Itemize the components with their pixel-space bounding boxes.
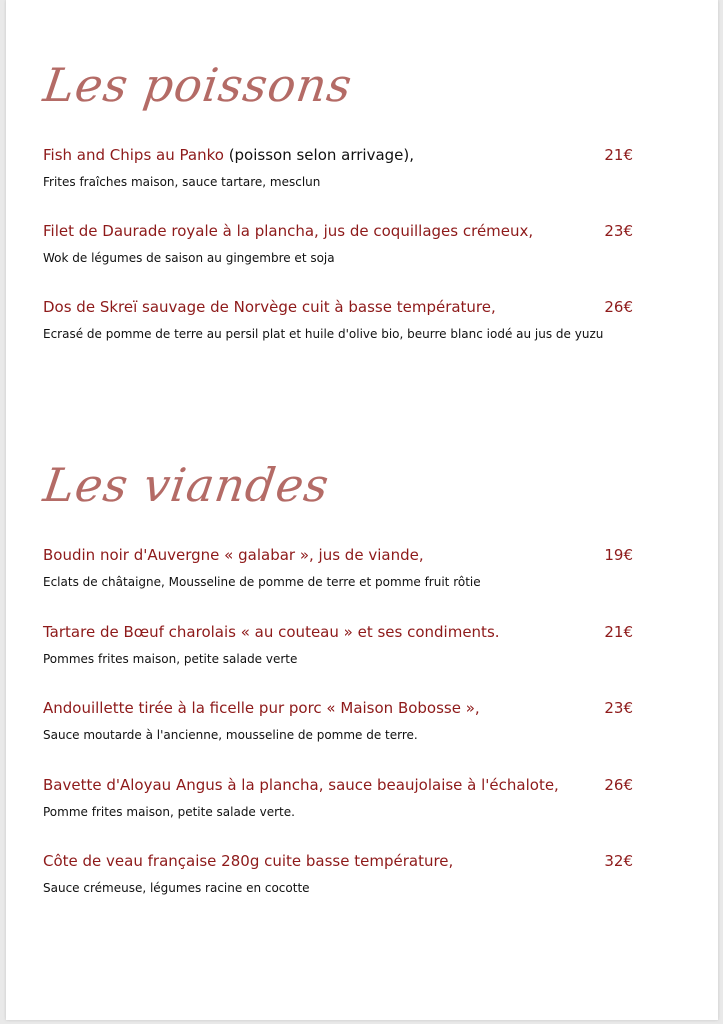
menu-page xyxy=(6,0,718,1020)
dish-description: Ecrasé de pomme de terre au persil plat et huile d'olive bio, beurre blanc iodé au jus de yuzu xyxy=(43,327,604,341)
dish-name: Fish and Chips au Panko (poisson selon arrivage), xyxy=(43,146,415,164)
dish-name: Côte de veau française 280g cuite basse température, xyxy=(43,852,454,870)
dish-item xyxy=(43,546,633,594)
dish-price: 32€ xyxy=(604,852,633,870)
dish-name: Filet de Daurade royale à la plancha, jus de coquillages crémeux, xyxy=(43,222,534,240)
dish-item xyxy=(43,852,633,900)
dish-note: (poisson selon arrivage), xyxy=(228,146,415,164)
dish-name: Boudin noir d'Auvergne « galabar », jus de viande, xyxy=(43,546,424,564)
dish-description: Frites fraîches maison, sauce tartare, mesclun xyxy=(43,175,321,189)
dish-price: 26€ xyxy=(604,776,633,794)
dish-name: Bavette d'Aloyau Angus à la plancha, sauce beaujolaise à l'échalote, xyxy=(43,776,559,794)
dish-description: Pommes frites maison, petite salade verte xyxy=(43,652,298,666)
dish-price: 21€ xyxy=(604,623,633,641)
dish-name: Dos de Skreï sauvage de Norvège cuit à basse température, xyxy=(43,298,496,316)
dish-price: 19€ xyxy=(604,546,633,564)
dish-name: Andouillette tirée à la ficelle pur porc « Maison Bobosse », xyxy=(43,699,480,717)
dish-item xyxy=(43,222,633,270)
dish-name: Tartare de Bœuf charolais « au couteau » et ses condiments. xyxy=(43,623,500,641)
dish-item xyxy=(43,699,633,747)
dish-price: 23€ xyxy=(604,699,633,717)
dish-price: 23€ xyxy=(604,222,633,240)
dish-description: Sauce moutarde à l'ancienne, mousseline de pomme de terre. xyxy=(43,728,418,742)
dish-item xyxy=(43,298,633,346)
dish-description: Wok de légumes de saison au gingembre et soja xyxy=(43,251,335,265)
dish-description: Eclats de châtaigne, Mousseline de pomme de terre et pomme fruit rôtie xyxy=(43,575,481,589)
section-title-viandes: Les viandes xyxy=(40,458,333,512)
dish-price: 26€ xyxy=(604,298,633,316)
section-title-poissons: Les poissons xyxy=(40,58,356,112)
dish-description: Sauce crémeuse, légumes racine en cocotte xyxy=(43,881,310,895)
dish-item xyxy=(43,776,633,824)
dish-price: 21€ xyxy=(604,146,633,164)
dish-item xyxy=(43,146,633,194)
dish-description: Pomme frites maison, petite salade verte. xyxy=(43,805,295,819)
dish-item xyxy=(43,623,633,671)
